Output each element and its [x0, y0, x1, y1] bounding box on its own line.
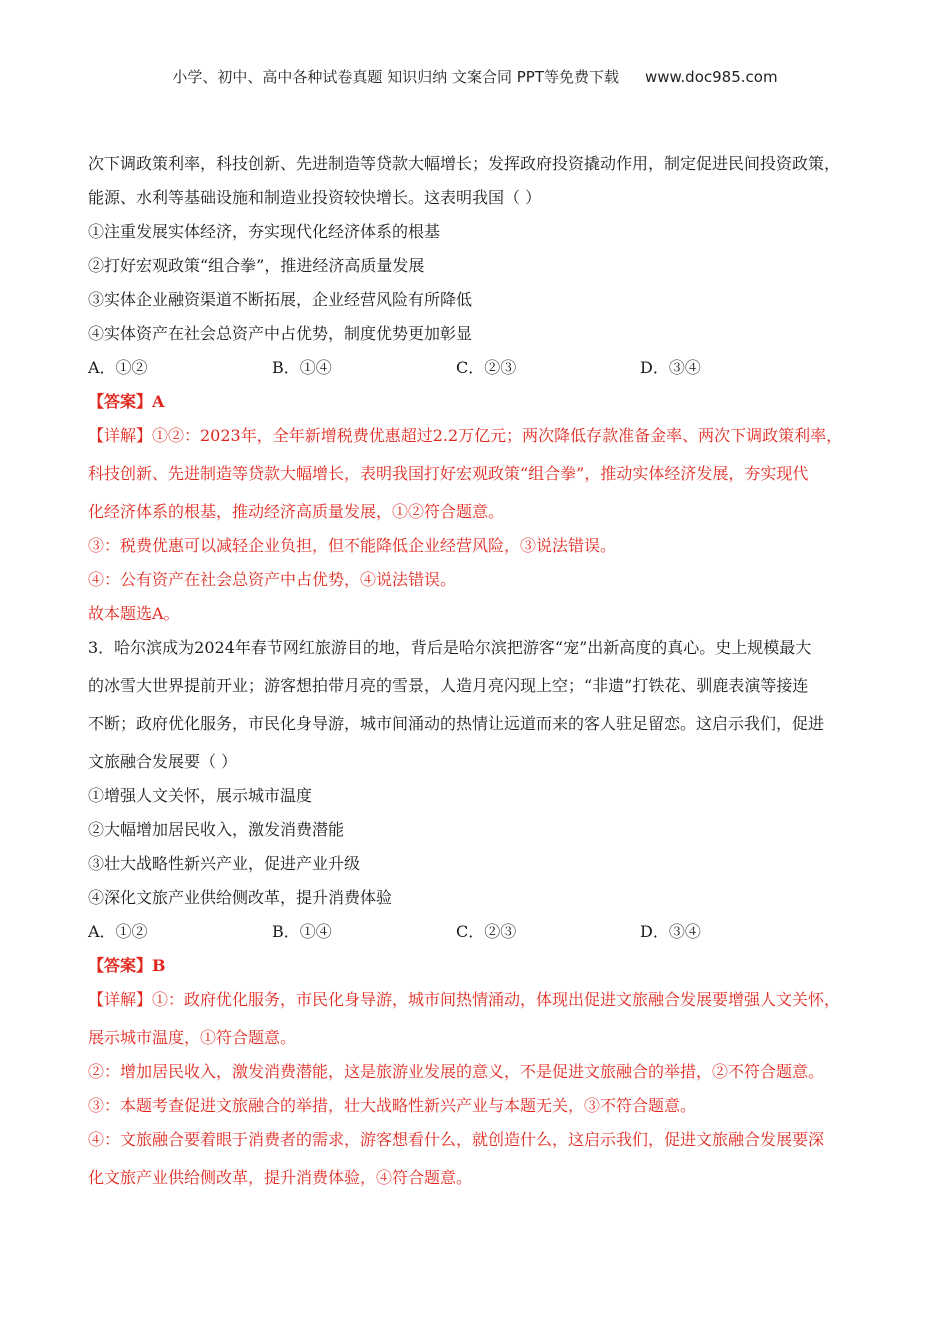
stem-line: 不断；政府优化服务，市民化身导游，城市间涌动的热情让远道而来的客人驻足留恋。这启示我们，促进: [88, 714, 825, 733]
option-c: C．②③: [456, 922, 517, 941]
detail-line: ④：公有资产在社会总资产中占优势，④说法错误。: [88, 570, 457, 589]
option-b: B．①④: [272, 358, 332, 377]
page-header: [0, 66, 950, 87]
detail-line: 化文旅产业供给侧改革，提升消费体验，④符合题意。: [88, 1168, 473, 1187]
detail-line: ③：本题考查促进文旅融合的举措，壮大战略性新兴产业与本题无关，③不符合题意。: [88, 1096, 697, 1115]
q2-answer: 【答案】A: [88, 392, 165, 411]
q3-answer: 【答案】B: [88, 956, 166, 975]
option-a: A．①②: [88, 358, 148, 377]
q2-items: [88, 218, 868, 354]
statement-item: ②大幅增加居民收入，激发消费潜能: [88, 820, 345, 839]
header-url[interactable]: www.doc985.com: [644, 68, 778, 86]
option-a: A．①②: [88, 922, 148, 941]
document-body: [88, 150, 868, 1198]
q3-items: [88, 782, 868, 918]
q3-stem: [88, 634, 868, 782]
statement-item: ①增强人文关怀，展示城市温度: [88, 786, 313, 805]
statement-item: ④实体资产在社会总资产中占优势，制度优势更加彰显: [88, 324, 473, 343]
option-d: D．③④: [640, 358, 701, 377]
detail-line: ④：文旅融合要着眼于消费者的需求，游客想看什么，就创造什么，这启示我们，促进文旅融合发展要深: [88, 1130, 825, 1149]
statement-item: ③实体企业融资渠道不断拓展，企业经营风险有所降低: [88, 290, 473, 309]
detail-line: ③：税费优惠可以减轻企业负担，但不能降低企业经营风险，③说法错误。: [88, 536, 617, 555]
statement-item: ②打好宏观政策“组合拳”，推进经济高质量发展: [88, 256, 425, 275]
q2-stem: [88, 150, 868, 218]
q3-options: [88, 918, 868, 952]
header-text: 小学、初中、高中各种试卷真题 知识归纳 文案合同 PPT等免费下载: [172, 68, 619, 86]
stem-line: 的冰雪大世界提前开业；游客想拍带月亮的雪景，人造月亮闪现上空；“非遗”打铁花、驯鹿表演等接连: [88, 676, 809, 695]
q2-options: [88, 354, 868, 388]
statement-item: ④深化文旅产业供给侧改革，提升消费体验: [88, 888, 393, 907]
statement-item: ①注重发展实体经济，夯实现代化经济体系的根基: [88, 222, 441, 241]
option-b: B．①④: [272, 922, 332, 941]
statement-item: ③壮大战略性新兴产业，促进产业升级: [88, 854, 361, 873]
detail-line: 展示城市温度，①符合题意。: [88, 1028, 297, 1047]
detail-line: 科技创新、先进制造等贷款大幅增长，表明我国打好宏观政策“组合拳”，推动实体经济发展，夯实现代: [88, 464, 809, 483]
stem-line: 3．哈尔滨成为2024年春节网红旅游目的地，背后是哈尔滨把游客“宠”出新高度的真心。史上规模最大: [88, 638, 812, 657]
q2-detail: [88, 422, 868, 634]
option-c: C．②③: [456, 358, 517, 377]
detail-line: 故本题选A。: [88, 604, 180, 623]
detail-line: 化经济体系的根基，推动经济高质量发展，①②符合题意。: [88, 502, 505, 521]
detail-line: 【详解】①：政府优化服务，市民化身导游，城市间热情涌动，体现出促进文旅融合发展要增强人文关怀，: [88, 990, 841, 1009]
stem-line: 能源、水利等基础设施和制造业投资较快增长。这表明我国（ ）: [88, 188, 542, 207]
stem-line: 文旅融合发展要（ ）: [88, 752, 238, 771]
option-d: D．③④: [640, 922, 701, 941]
detail-line: 【详解】①②：2023年，全年新增税费优惠超过2.2万亿元；两次降低存款准备金率、两次下调政策利率，: [88, 426, 843, 445]
detail-line: ②：增加居民收入，激发消费潜能，这是旅游业发展的意义，不是促进文旅融合的举措，②不符合题意。: [88, 1062, 825, 1081]
q3-detail: [88, 986, 868, 1198]
stem-line: 次下调政策利率，科技创新、先进制造等贷款大幅增长；发挥政府投资撬动作用，制定促进民间投资政策，: [88, 154, 841, 173]
